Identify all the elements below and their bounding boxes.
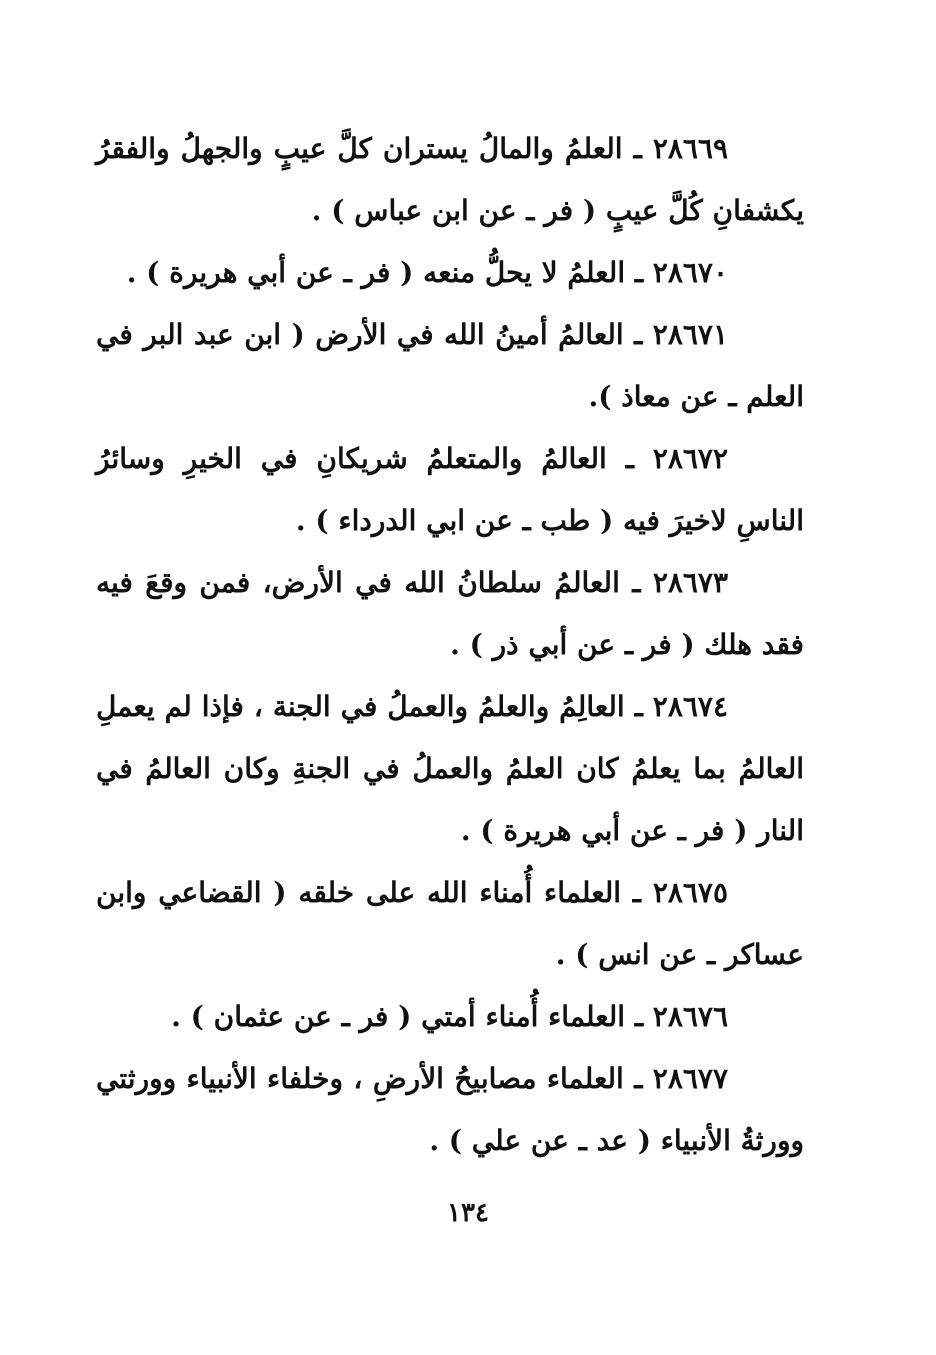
- hadith-entry: [96, 304, 804, 428]
- hadith-number: ٢٨٦٧٥: [652, 876, 729, 909]
- hadith-text: ـ العلماء أُمناء أمتي ( فر ـ عن عثمان ) .: [171, 1000, 644, 1033]
- hadith-text: ـ العلمُ والمالُ يستران كلَّ عيبٍ والجهلُ والفقرُ يكشفانِ كُلَّ عيبٍ ( فر ـ عن ابن عباس ) .: [96, 132, 804, 227]
- hadith-text: ـ العالمُ أمينُ الله في الأرض ( ابن عبد البر في العلم ـ عن معاذ ).: [96, 318, 804, 413]
- hadith-text: ـ العلمُ لا يحلُّ منعه ( فر ـ عن أبي هريرة ) .: [126, 256, 644, 289]
- hadith-number: ٢٨٦٧١: [652, 318, 728, 351]
- hadith-entry: [96, 986, 804, 1048]
- hadith-text: ـ العالمُ والمتعلمُ شريكانِ في الخيرِ وسائرُ الناسِ لاخيرَ فيه ( طب ـ عن ابي الدرداء ) .: [96, 442, 804, 537]
- hadith-entry: [96, 1048, 804, 1172]
- hadith-number: ٢٨٦٧٦: [652, 1000, 728, 1033]
- hadith-number: ٢٨٦٧٤: [652, 690, 728, 723]
- hadith-text: ـ العلماء مصابيحُ الأرضِ ، وخلفاء الأنبياء وورثتي وورثةُ الأنبياء ( عد ـ عن علي ) .: [96, 1062, 804, 1157]
- hadith-text: ـ العالِمُ والعلمُ والعملُ في الجنة ، فإذا لم يعملِ العالمُ بما يعلمُ كان العلمُ والعملُ في الجنةِ وكان العالمُ في النار ( فر ـ عن أبي هريرة ) .: [96, 690, 805, 847]
- hadith-text: ـ العالمُ سلطانُ الله في الأرض، فمن وقعَ فيه فقد هلك ( فر ـ عن أبي ذر ) .: [96, 566, 804, 661]
- hadith-entry: [96, 862, 804, 986]
- hadith-number: ٢٨٦٧٧: [652, 1062, 728, 1095]
- hadith-entry: [96, 118, 804, 242]
- hadith-number: ٢٨٦٦٩: [652, 132, 729, 165]
- hadith-number: ٢٨٦٧٢: [652, 442, 729, 475]
- hadith-entry: [96, 676, 804, 862]
- hadith-number: ٢٨٦٧٠: [652, 256, 728, 289]
- hadith-number: ٢٨٦٧٣: [652, 566, 729, 599]
- hadith-entry: [96, 552, 804, 676]
- hadith-entry: [96, 428, 804, 552]
- hadith-entry: [96, 242, 804, 304]
- page-number: ١٣٤: [447, 1198, 489, 1228]
- hadith-list: [96, 118, 804, 1172]
- hadith-text: ـ العلماء أُمناء الله على خلقه ( القضاعي وابن عساكر ـ عن انس ) .: [96, 876, 804, 971]
